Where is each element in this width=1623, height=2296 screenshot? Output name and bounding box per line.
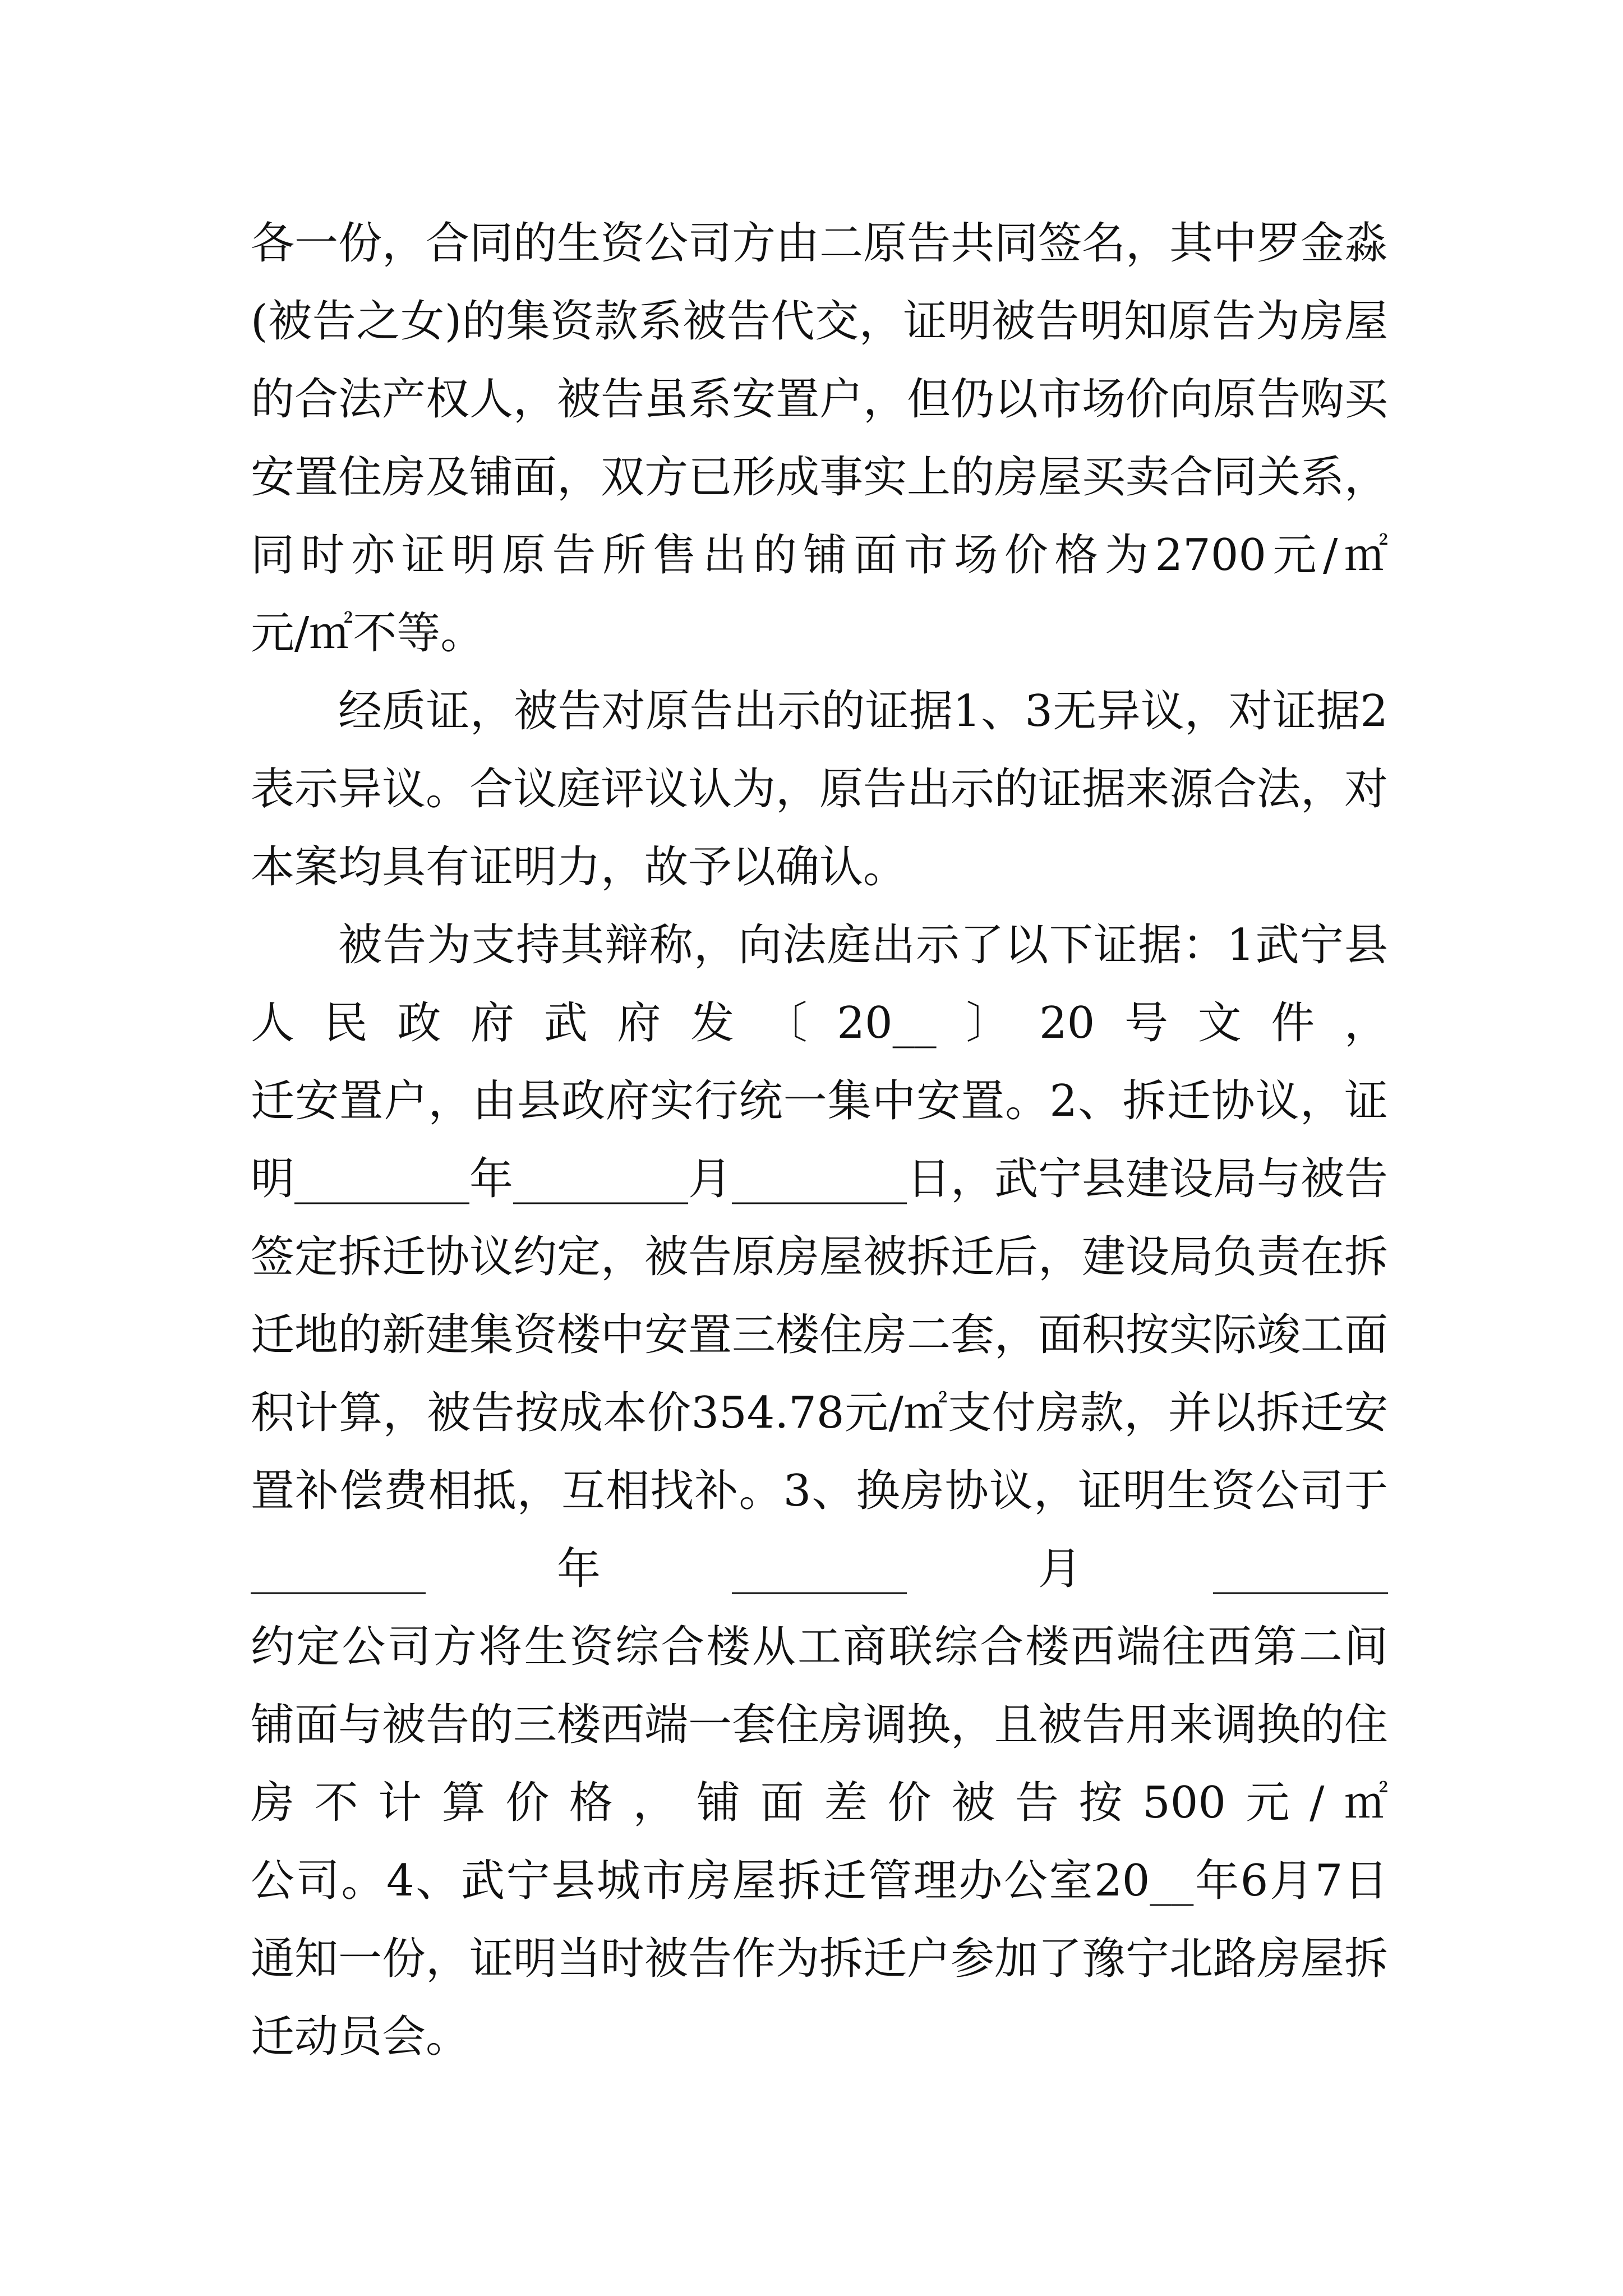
text-line: 通知一份，证明当时被告作为拆迁户参加了豫宁北路房屋拆 bbox=[251, 1934, 1388, 1984]
text-line: 迁安置户，由县政府实行统一集中安置。2、拆迁协议，证 bbox=[251, 1076, 1388, 1126]
text-line: 公司。4、武宁县城市房屋拆迁管理办公室20__年6月7日 bbox=[251, 1856, 1388, 1906]
text-line: 铺面与被告的三楼西端一套住房调换，且被告用来调换的住 bbox=[251, 1700, 1388, 1750]
text-line: 元/㎡不等。 bbox=[251, 608, 485, 659]
text-line: 安置住房及铺面，双方已形成事实上的房屋买卖合同关系， bbox=[251, 452, 1388, 503]
text-line: 各一份，合同的生资公司方由二原告共同签名，其中罗金淼 bbox=[251, 218, 1388, 269]
text-line: 房不计算价格，铺面差价被告按500元/㎡ bbox=[251, 1778, 1388, 1828]
document-body bbox=[251, 205, 1388, 2076]
text-line: 本案均具有证明力，故予以确认。 bbox=[251, 842, 907, 892]
text-line: 同时亦证明原告所售出的铺面市场价格为2700元/㎡ bbox=[251, 530, 1388, 581]
text-line: 被告为支持其辩称，向法庭出示了以下证据：1武宁县 bbox=[338, 920, 1388, 970]
text-line: ________年________月________ bbox=[251, 1544, 1388, 1594]
text-line: 置补偿费相抵，互相找补。3、换房协议，证明生资公司于 bbox=[251, 1466, 1388, 1516]
paragraph-defendant-evidence bbox=[251, 907, 1388, 2076]
text-line: 表示异议。合议庭评议认为，原告出示的证据来源合法，对 bbox=[251, 764, 1388, 815]
text-line: 约定公司方将生资综合楼从工商联综合楼西端往西第二间 bbox=[251, 1622, 1388, 1672]
text-line: 迁地的新建集资楼中安置三楼住房二套，面积按实际竣工面 bbox=[251, 1310, 1388, 1360]
text-line: 人民政府武府发〔20__〕20号文件， bbox=[251, 998, 1388, 1048]
text-line: (被告之女)的集资款系被告代交，证明被告明知原告为房屋 bbox=[251, 296, 1388, 347]
text-line: 的合法产权人，被告虽系安置户，但仍以市场价向原告购买 bbox=[251, 374, 1388, 425]
text-line: 明________年________月________日，武宁县建设局与被告 bbox=[251, 1154, 1388, 1204]
text-line: 签定拆迁协议约定，被告原房屋被拆迁后，建设局负责在拆 bbox=[251, 1232, 1388, 1282]
text-line: 经质证，被告对原告出示的证据1、3无异议，对证据2 bbox=[338, 686, 1388, 737]
text-line: 积计算，被告按成本价354.78元/㎡支付房款，并以拆迁安 bbox=[251, 1388, 1388, 1438]
paragraph-evidence-continuation bbox=[251, 205, 1388, 673]
text-line: 迁动员会。 bbox=[251, 2012, 470, 2062]
paragraph-cross-examination bbox=[251, 673, 1388, 907]
